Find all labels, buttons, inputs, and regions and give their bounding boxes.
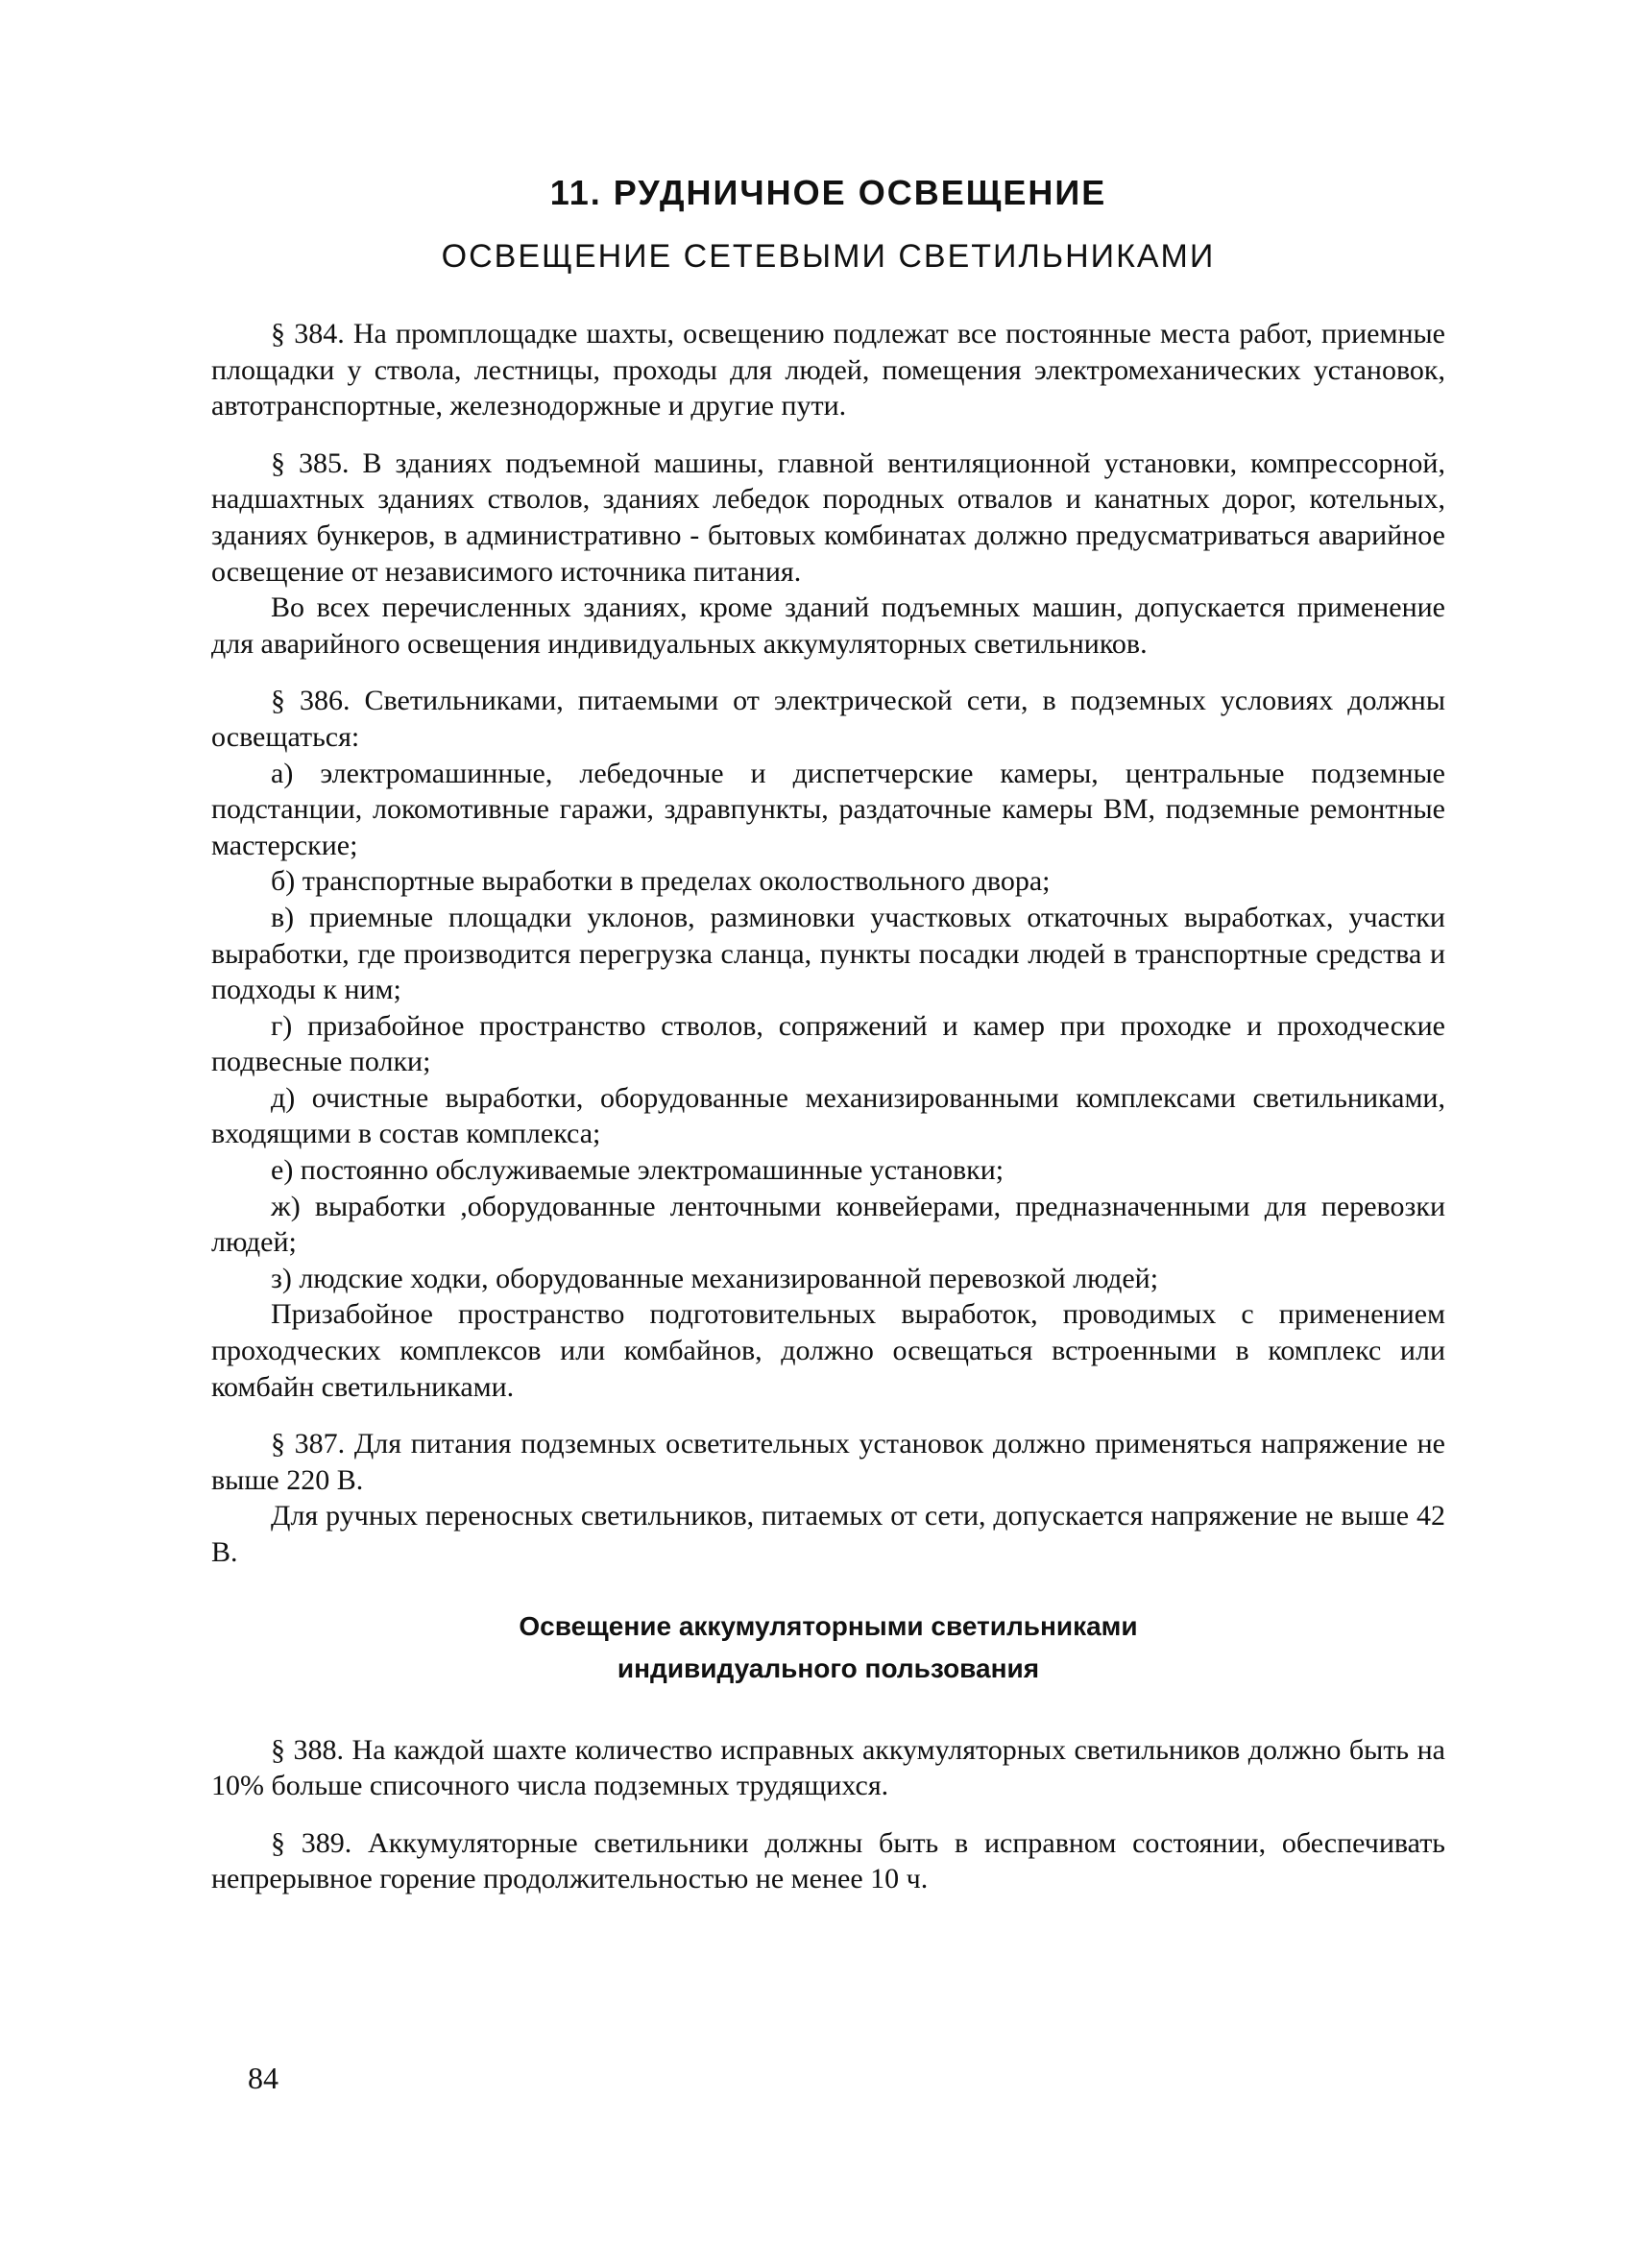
paragraph-387: § 387. Для питания подземных осветительных установок должно применяться напряжение не выше 220 В. <box>211 1428 1445 1496</box>
chapter-title: 11. РУДНИЧНОЕ ОСВЕЩЕНИЕ <box>549 173 1107 212</box>
page-number: 84 <box>248 2061 278 2095</box>
paragraph-386: § 386. Светильниками, питаемыми от электрической сети, в подземных условиях должны освещаться: <box>211 685 1445 753</box>
list-item-b: б) транспортные выработки в пределах околоствольного двора; <box>271 865 1051 898</box>
list-item-zh: ж) выработки ,оборудованные ленточными конвейерами, предназначенными для перевозки людей; <box>211 1190 1445 1259</box>
paragraph-385: § 385. В зданиях подъемной машины, главной вентиляционной установки, компрессорной, надшахтных зданиях стволов, зданиях лебедок породных отвалов и канатных дорог, котельных, зданиях бункеров, в административно - бытовых комбинатах должно предусматриваться аварийное освещение от независимого источника питания. <box>211 446 1445 588</box>
subsection-title-line-1: Освещение аккумуляторными светильниками <box>519 1610 1138 1641</box>
list-item-e: е) постоянно обслуживаемые электромашинные установки; <box>271 1154 1005 1187</box>
subsection-title <box>211 1605 1445 1690</box>
paragraph-386-note: Призабойное пространство подготовительных выработок, проводимых с применением проходческих комплексов или комбайнов, должно освещаться встроенными в комплекс или комбайн светильниками. <box>211 1298 1445 1403</box>
section-title: ОСВЕЩЕНИЕ СЕТЕВЫМИ СВЕТИЛЬНИКАМИ <box>441 238 1216 275</box>
subsection-title-line-2: индивидуального пользования <box>617 1653 1040 1683</box>
list-item-a: а) электромашинные, лебедочные и диспетчерские камеры, центральные подземные подстанции, локомотивные гаражи, здравпункты, раздаточные камеры ВМ, подземные ремонтные мастерские; <box>211 757 1445 861</box>
list-item-g: г) призабойное пространство стволов, сопряжений и камер при проходке и проходческие подвесные полки; <box>211 1009 1445 1078</box>
paragraph-389: § 389. Аккумуляторные светильники должны быть в исправном состоянии, обеспечивать непрерывное горение продолжительностью не менее 10 ч. <box>211 1826 1445 1895</box>
paragraph-388: § 388. На каждой шахте количество исправных аккумуляторных светильников должно быть на 10% больше списочного числа подземных трудящихся. <box>211 1733 1445 1802</box>
page-content <box>211 163 1445 1897</box>
paragraph-387-continued: Для ручных переносных светильников, питаемых от сети, допускается напряжение не выше 42 В. <box>211 1500 1445 1568</box>
list-item-d: д) очистные выработки, оборудованные механизированными комплексами светильниками, входящими в состав комплекса; <box>211 1081 1445 1150</box>
paragraph-385-continued: Во всех перечисленных зданиях, кроме зданий подъемных машин, допускается применение для аварийного освещения индивидуальных аккумуляторных светильников. <box>211 591 1445 660</box>
list-item-z: з) людские ходки, оборудованные механизированной перевозкой людей; <box>271 1262 1159 1294</box>
paragraph-384: § 384. На промплощадке шахты, освещению подлежат все постоянные места работ, приемные площадки у ствола, лестницы, проходы для людей, помещения электромеханических установок, автотранспортные, железнодоржные и другие пути. <box>211 318 1445 422</box>
list-item-v: в) приемные площадки уклонов, разминовки участковых откаточных выработках, участки выработки, где производится перегрузка сланца, пункты посадки людей в транспортные средства и подходы к ним; <box>211 901 1445 1006</box>
